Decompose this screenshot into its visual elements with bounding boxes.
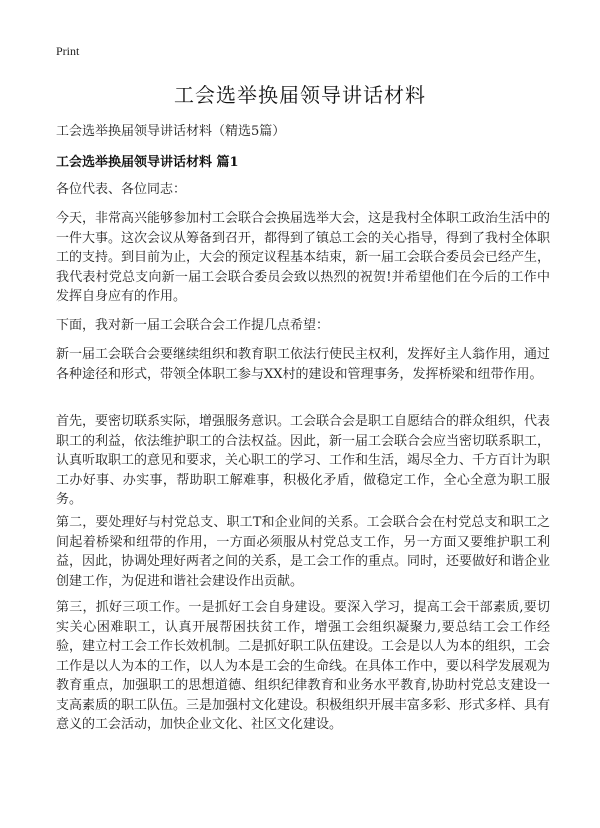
print-link[interactable]: Print	[56, 44, 80, 58]
paragraph-second-point: 第二，要处理好与村党总支、职工T和企业间的关系。工会联合会在村党总支和职工之间起着桥梁和纽带的作用，一方面必须服从村党总支工作，另一方面又要维护职工利益，因此，协调处理好两者之间的关系，是工会工作的重点。同时，还要做好和谐企业创建工作，为促进和谐社会建设作出贡献。	[56, 515, 551, 589]
section-heading: 工会选举换届领导讲话材料 篇1	[56, 155, 239, 170]
paragraph-first-point: 首先，要密切联系实际，增强服务意识。工会联合会是职工自愿结合的群众组织，代表职工的利益，依法维护职工的合法权益。因此，新一届工会联合会应当密切联系职工，认真听取职工的意见和要求，关心职工的学习、工作和生活，竭尽全力、千方百计为职工办好事、办实事，帮助职工解难事，积极化矛盾，做稳定工作，全心全意为职工服务。	[56, 414, 551, 507]
paragraph-democratic-rights: 新一届工会联合会要继续组织和教育职工依法行使民主权利，发挥好主人翁作用，通过各种途径和形式，带领全体职工参与XX村的建设和管理事务，发挥桥梁和纽带作用。	[56, 347, 551, 382]
document-title: 工会选举换届领导讲话材料	[174, 83, 426, 107]
document-subtitle: 工会选举换届领导讲话材料（精选5篇）	[56, 124, 286, 139]
paragraph-opening: 今天，非常高兴能够参加村工会联合会换届选举大会，这是我村全体职工政治生活中的一件大事。这次会议从筹备到召开，都得到了镇总工会的关心指导，得到了我村全体职工的支持。到目前为止，大会的预定议程基本结束，新一届工会联合委员会已经产生，我代表村党总支向新一届工会联合委员会致以热烈的祝贺!并希望他们在今后的工作中发挥自身应有的作用。	[56, 211, 551, 304]
paragraph-third-point: 第三，抓好三项工作。一是抓好工会自身建设。要深入学习，提高工会干部素质,要切实关心困难职工，认真开展帮困扶贫工作，增强工会组织凝聚力,要总结工会工作经验，建立村工会工作长效机制。二是抓好职工队伍建设。工会是以人为本的组织，工会工作是以人为本的工作，以人为本是工会的生命线。在具体工作中，要以科学发展观为教育重点，加强职工的思想道德、组织纪律教育和业务水平教育,协助村党总支建设一支高素质的职工队伍。三是加强村文化建设。积极组织开展丰富多彩、形式多样、具有意义的工会活动，加快企业文化、社区文化建设。	[56, 600, 551, 732]
greeting: 各位代表、各位同志：	[56, 182, 187, 197]
paragraph-intro-hopes: 下面，我对新一届工会联合会工作提几点希望：	[56, 318, 330, 333]
